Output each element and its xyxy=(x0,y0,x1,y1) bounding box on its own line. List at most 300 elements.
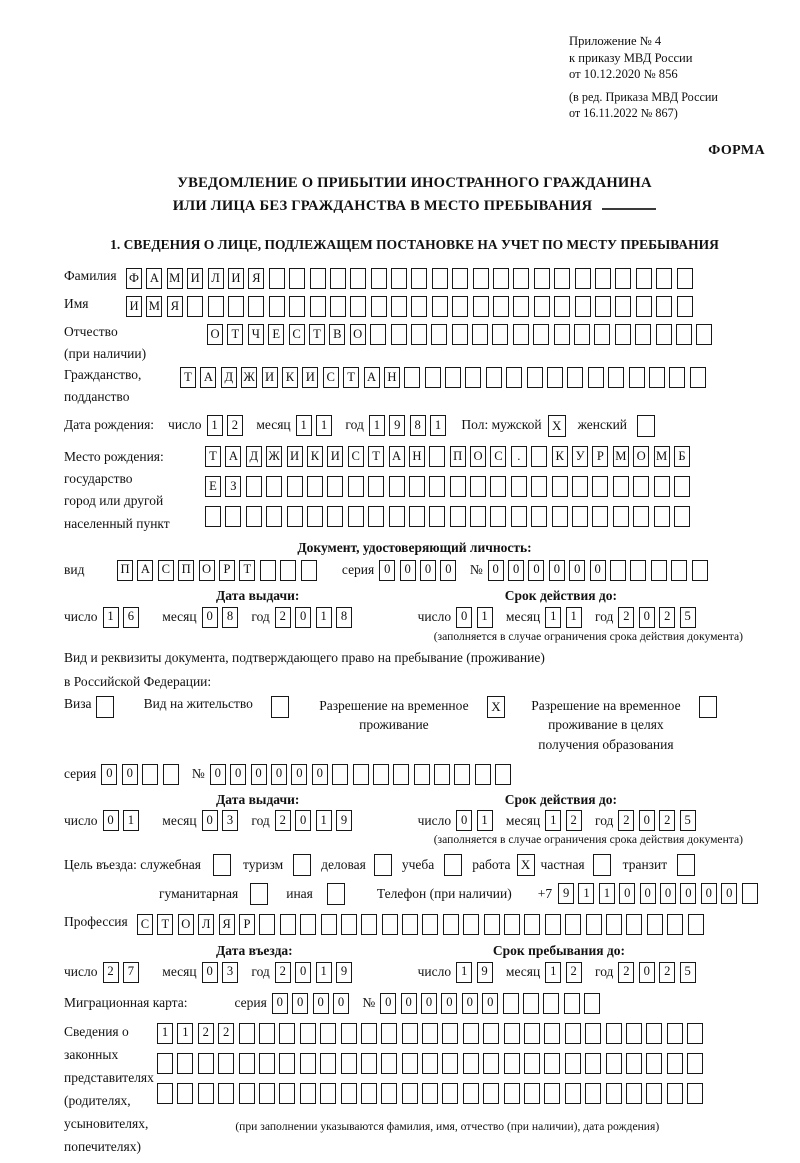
char-cell[interactable] xyxy=(613,506,629,527)
char-cell[interactable]: 0 xyxy=(122,764,138,785)
char-cell[interactable] xyxy=(544,1083,560,1104)
char-cell[interactable]: 0 xyxy=(291,764,307,785)
char-cell[interactable] xyxy=(483,1083,499,1104)
char-cell[interactable]: 1 xyxy=(477,810,493,831)
char-cell[interactable] xyxy=(402,1023,418,1044)
checkbox-humanitarian[interactable] xyxy=(250,883,268,905)
char-cell[interactable] xyxy=(531,506,547,527)
char-cell[interactable] xyxy=(484,914,500,935)
char-cell[interactable]: 1 xyxy=(177,1023,193,1044)
char-cell[interactable]: 5 xyxy=(680,607,696,628)
char-cell[interactable] xyxy=(534,296,550,317)
char-cell[interactable] xyxy=(674,476,690,497)
char-cell[interactable]: 1 xyxy=(430,415,446,436)
char-cell[interactable] xyxy=(513,296,529,317)
char-cell[interactable] xyxy=(442,1083,458,1104)
char-cell[interactable] xyxy=(463,1053,479,1074)
char-cell[interactable] xyxy=(615,324,631,345)
char-cell[interactable] xyxy=(452,268,468,289)
char-cell[interactable]: 2 xyxy=(275,607,291,628)
char-cell[interactable] xyxy=(422,914,438,935)
char-cell[interactable]: 0 xyxy=(230,764,246,785)
char-cell[interactable] xyxy=(327,506,343,527)
char-cell[interactable] xyxy=(585,1023,601,1044)
char-cell[interactable] xyxy=(544,1053,560,1074)
char-cell[interactable] xyxy=(361,1023,377,1044)
char-cell[interactable]: Ж xyxy=(266,446,282,467)
char-cell[interactable] xyxy=(565,914,581,935)
char-cell[interactable] xyxy=(565,1023,581,1044)
char-cell[interactable]: И xyxy=(302,367,318,388)
char-cell[interactable] xyxy=(495,764,511,785)
char-cell[interactable] xyxy=(307,476,323,497)
char-cell[interactable]: Ж xyxy=(241,367,257,388)
char-cell[interactable] xyxy=(330,268,346,289)
char-cell[interactable] xyxy=(677,296,693,317)
char-cell[interactable] xyxy=(341,1023,357,1044)
char-cell[interactable]: 2 xyxy=(275,962,291,983)
char-cell[interactable]: Я xyxy=(219,914,235,935)
char-cell[interactable] xyxy=(667,914,683,935)
char-cell[interactable]: К xyxy=(552,446,568,467)
char-cell[interactable]: 0 xyxy=(380,993,396,1014)
char-cell[interactable]: 8 xyxy=(222,607,238,628)
char-cell[interactable] xyxy=(606,1023,622,1044)
char-cell[interactable] xyxy=(246,506,262,527)
char-cell[interactable]: 7 xyxy=(123,962,139,983)
char-cell[interactable]: П xyxy=(117,560,133,581)
char-cell[interactable] xyxy=(470,476,486,497)
char-cell[interactable] xyxy=(389,476,405,497)
char-cell[interactable] xyxy=(289,268,305,289)
char-cell[interactable]: А xyxy=(146,268,162,289)
char-cell[interactable]: Л xyxy=(198,914,214,935)
char-cell[interactable]: С xyxy=(137,914,153,935)
char-cell[interactable]: 1 xyxy=(599,883,615,904)
char-cell[interactable] xyxy=(163,764,179,785)
char-cell[interactable]: О xyxy=(470,446,486,467)
char-cell[interactable] xyxy=(373,764,389,785)
char-cell[interactable]: 0 xyxy=(202,962,218,983)
char-cell[interactable] xyxy=(279,1023,295,1044)
char-cell[interactable] xyxy=(554,296,570,317)
char-cell[interactable] xyxy=(409,476,425,497)
char-cell[interactable] xyxy=(615,296,631,317)
char-cell[interactable]: П xyxy=(178,560,194,581)
char-cell[interactable]: С xyxy=(323,367,339,388)
char-cell[interactable] xyxy=(531,476,547,497)
char-cell[interactable]: Т xyxy=(157,914,173,935)
char-cell[interactable] xyxy=(414,764,430,785)
char-cell[interactable] xyxy=(633,476,649,497)
char-cell[interactable] xyxy=(493,296,509,317)
char-cell[interactable]: Е xyxy=(268,324,284,345)
char-cell[interactable]: 1 xyxy=(207,415,223,436)
char-cell[interactable]: Т xyxy=(239,560,255,581)
char-cell[interactable] xyxy=(493,268,509,289)
char-cell[interactable]: Д xyxy=(246,446,262,467)
char-cell[interactable] xyxy=(533,324,549,345)
char-cell[interactable]: З xyxy=(225,476,241,497)
char-cell[interactable] xyxy=(524,914,540,935)
char-cell[interactable] xyxy=(409,506,425,527)
char-cell[interactable] xyxy=(483,1053,499,1074)
char-cell[interactable]: Я xyxy=(248,268,264,289)
char-cell[interactable] xyxy=(341,1053,357,1074)
char-cell[interactable] xyxy=(613,476,629,497)
char-cell[interactable]: О xyxy=(199,560,215,581)
char-cell[interactable]: 0 xyxy=(721,883,737,904)
char-cell[interactable] xyxy=(688,914,704,935)
char-cell[interactable] xyxy=(513,324,529,345)
char-cell[interactable]: У xyxy=(572,446,588,467)
char-cell[interactable]: 1 xyxy=(456,962,472,983)
char-cell[interactable] xyxy=(341,1083,357,1104)
char-cell[interactable] xyxy=(432,268,448,289)
char-cell[interactable] xyxy=(626,1023,642,1044)
checkbox-study[interactable] xyxy=(444,854,462,876)
char-cell[interactable] xyxy=(429,476,445,497)
char-cell[interactable]: 1 xyxy=(316,415,332,436)
char-cell[interactable] xyxy=(554,268,570,289)
char-cell[interactable] xyxy=(228,296,244,317)
char-cell[interactable] xyxy=(300,1083,316,1104)
char-cell[interactable]: 0 xyxy=(590,560,606,581)
char-cell[interactable] xyxy=(287,476,303,497)
char-cell[interactable]: 5 xyxy=(680,962,696,983)
char-cell[interactable] xyxy=(300,1053,316,1074)
char-cell[interactable] xyxy=(636,296,652,317)
char-cell[interactable]: 0 xyxy=(295,607,311,628)
char-cell[interactable] xyxy=(391,324,407,345)
char-cell[interactable]: 1 xyxy=(578,883,594,904)
char-cell[interactable]: 0 xyxy=(313,993,329,1014)
char-cell[interactable] xyxy=(523,993,539,1014)
char-cell[interactable]: О xyxy=(178,914,194,935)
checkbox-female[interactable] xyxy=(637,415,655,437)
char-cell[interactable] xyxy=(572,506,588,527)
char-cell[interactable] xyxy=(472,324,488,345)
char-cell[interactable]: 2 xyxy=(227,415,243,436)
checkbox-private[interactable] xyxy=(593,854,611,876)
char-cell[interactable]: 3 xyxy=(222,962,238,983)
char-cell[interactable] xyxy=(742,883,758,904)
char-cell[interactable]: 0 xyxy=(202,810,218,831)
char-cell[interactable] xyxy=(483,1023,499,1044)
char-cell[interactable] xyxy=(470,506,486,527)
char-cell[interactable] xyxy=(504,1053,520,1074)
char-cell[interactable] xyxy=(422,1023,438,1044)
char-cell[interactable]: 0 xyxy=(456,810,472,831)
char-cell[interactable]: 0 xyxy=(456,607,472,628)
char-cell[interactable] xyxy=(692,560,708,581)
char-cell[interactable]: 0 xyxy=(272,993,288,1014)
char-cell[interactable] xyxy=(353,764,369,785)
char-cell[interactable] xyxy=(534,268,550,289)
char-cell[interactable]: 9 xyxy=(477,962,493,983)
char-cell[interactable]: 0 xyxy=(619,883,635,904)
char-cell[interactable]: С xyxy=(158,560,174,581)
char-cell[interactable] xyxy=(389,506,405,527)
char-cell[interactable]: И xyxy=(228,268,244,289)
checkbox-residence-permit[interactable] xyxy=(271,696,289,718)
char-cell[interactable] xyxy=(370,324,386,345)
char-cell[interactable] xyxy=(572,476,588,497)
char-cell[interactable] xyxy=(269,296,285,317)
char-cell[interactable] xyxy=(402,914,418,935)
char-cell[interactable]: Р xyxy=(592,446,608,467)
char-cell[interactable]: 0 xyxy=(639,810,655,831)
char-cell[interactable] xyxy=(592,476,608,497)
char-cell[interactable] xyxy=(463,1023,479,1044)
char-cell[interactable]: 1 xyxy=(369,415,385,436)
char-cell[interactable]: А xyxy=(364,367,380,388)
char-cell[interactable]: 0 xyxy=(210,764,226,785)
char-cell[interactable] xyxy=(552,476,568,497)
char-cell[interactable] xyxy=(280,914,296,935)
char-cell[interactable]: 9 xyxy=(389,415,405,436)
char-cell[interactable] xyxy=(575,268,591,289)
char-cell[interactable] xyxy=(490,506,506,527)
char-cell[interactable]: С xyxy=(289,324,305,345)
char-cell[interactable]: Р xyxy=(219,560,235,581)
char-cell[interactable]: 2 xyxy=(103,962,119,983)
char-cell[interactable]: Ч xyxy=(248,324,264,345)
char-cell[interactable] xyxy=(465,367,481,388)
char-cell[interactable] xyxy=(330,296,346,317)
char-cell[interactable] xyxy=(475,764,491,785)
checkbox-other[interactable] xyxy=(327,883,345,905)
char-cell[interactable] xyxy=(198,1053,214,1074)
char-cell[interactable]: И xyxy=(287,446,303,467)
char-cell[interactable]: 1 xyxy=(296,415,312,436)
char-cell[interactable] xyxy=(656,268,672,289)
char-cell[interactable] xyxy=(157,1053,173,1074)
char-cell[interactable] xyxy=(259,1053,275,1074)
char-cell[interactable] xyxy=(279,1053,295,1074)
char-cell[interactable]: 3 xyxy=(222,810,238,831)
char-cell[interactable] xyxy=(595,296,611,317)
char-cell[interactable]: О xyxy=(350,324,366,345)
char-cell[interactable]: А xyxy=(225,446,241,467)
checkbox-work[interactable]: X xyxy=(517,854,535,876)
char-cell[interactable]: 2 xyxy=(659,962,675,983)
char-cell[interactable] xyxy=(594,324,610,345)
char-cell[interactable]: О xyxy=(633,446,649,467)
char-cell[interactable] xyxy=(246,476,262,497)
char-cell[interactable]: 0 xyxy=(420,560,436,581)
char-cell[interactable]: 0 xyxy=(379,560,395,581)
char-cell[interactable] xyxy=(454,764,470,785)
char-cell[interactable] xyxy=(307,506,323,527)
char-cell[interactable]: 0 xyxy=(251,764,267,785)
char-cell[interactable] xyxy=(524,1053,540,1074)
char-cell[interactable]: 0 xyxy=(482,993,498,1014)
char-cell[interactable] xyxy=(300,1023,316,1044)
char-cell[interactable] xyxy=(187,296,203,317)
char-cell[interactable] xyxy=(646,1053,662,1074)
char-cell[interactable] xyxy=(371,296,387,317)
char-cell[interactable] xyxy=(279,1083,295,1104)
char-cell[interactable]: 2 xyxy=(198,1023,214,1044)
char-cell[interactable]: Л xyxy=(208,268,224,289)
char-cell[interactable]: 1 xyxy=(123,810,139,831)
char-cell[interactable] xyxy=(280,560,296,581)
char-cell[interactable] xyxy=(320,1023,336,1044)
char-cell[interactable] xyxy=(564,993,580,1014)
char-cell[interactable] xyxy=(531,446,547,467)
char-cell[interactable]: Н xyxy=(409,446,425,467)
char-cell[interactable] xyxy=(411,324,427,345)
checkbox-transit[interactable] xyxy=(677,854,695,876)
char-cell[interactable] xyxy=(422,1083,438,1104)
char-cell[interactable] xyxy=(547,367,563,388)
char-cell[interactable] xyxy=(225,506,241,527)
char-cell[interactable]: И xyxy=(187,268,203,289)
char-cell[interactable]: 2 xyxy=(659,607,675,628)
char-cell[interactable] xyxy=(287,506,303,527)
char-cell[interactable] xyxy=(674,506,690,527)
char-cell[interactable]: 0 xyxy=(202,607,218,628)
char-cell[interactable] xyxy=(696,324,712,345)
char-cell[interactable]: 9 xyxy=(336,962,352,983)
char-cell[interactable]: 0 xyxy=(271,764,287,785)
char-cell[interactable]: Е xyxy=(205,476,221,497)
char-cell[interactable] xyxy=(429,506,445,527)
char-cell[interactable]: 0 xyxy=(549,560,565,581)
char-cell[interactable]: 0 xyxy=(462,993,478,1014)
char-cell[interactable]: Т xyxy=(368,446,384,467)
char-cell[interactable] xyxy=(544,1023,560,1044)
char-cell[interactable] xyxy=(606,1053,622,1074)
char-cell[interactable]: С xyxy=(490,446,506,467)
char-cell[interactable]: 0 xyxy=(528,560,544,581)
char-cell[interactable]: 2 xyxy=(659,810,675,831)
char-cell[interactable]: 9 xyxy=(558,883,574,904)
char-cell[interactable] xyxy=(504,914,520,935)
char-cell[interactable] xyxy=(635,324,651,345)
char-cell[interactable] xyxy=(513,268,529,289)
char-cell[interactable] xyxy=(198,1083,214,1104)
char-cell[interactable] xyxy=(157,1083,173,1104)
char-cell[interactable] xyxy=(348,506,364,527)
char-cell[interactable] xyxy=(266,506,282,527)
char-cell[interactable]: М xyxy=(146,296,162,317)
char-cell[interactable]: 2 xyxy=(275,810,291,831)
char-cell[interactable] xyxy=(626,1053,642,1074)
char-cell[interactable] xyxy=(671,560,687,581)
char-cell[interactable] xyxy=(422,1053,438,1074)
char-cell[interactable] xyxy=(615,268,631,289)
char-cell[interactable] xyxy=(654,476,670,497)
char-cell[interactable] xyxy=(368,476,384,497)
checkbox-business[interactable] xyxy=(374,854,392,876)
char-cell[interactable] xyxy=(368,506,384,527)
char-cell[interactable] xyxy=(381,1083,397,1104)
char-cell[interactable]: С xyxy=(348,446,364,467)
char-cell[interactable]: 8 xyxy=(410,415,426,436)
char-cell[interactable]: 0 xyxy=(639,962,655,983)
char-cell[interactable] xyxy=(259,1083,275,1104)
char-cell[interactable] xyxy=(656,324,672,345)
char-cell[interactable] xyxy=(248,296,264,317)
char-cell[interactable]: А xyxy=(389,446,405,467)
char-cell[interactable]: 0 xyxy=(292,993,308,1014)
char-cell[interactable] xyxy=(411,296,427,317)
char-cell[interactable]: 2 xyxy=(566,810,582,831)
char-cell[interactable] xyxy=(411,268,427,289)
char-cell[interactable] xyxy=(651,560,667,581)
char-cell[interactable]: Т xyxy=(309,324,325,345)
char-cell[interactable]: 0 xyxy=(660,883,676,904)
char-cell[interactable]: 2 xyxy=(618,810,634,831)
char-cell[interactable] xyxy=(608,367,624,388)
char-cell[interactable] xyxy=(218,1053,234,1074)
char-cell[interactable] xyxy=(348,476,364,497)
char-cell[interactable] xyxy=(630,560,646,581)
char-cell[interactable] xyxy=(402,1053,418,1074)
char-cell[interactable]: 1 xyxy=(157,1023,173,1044)
char-cell[interactable] xyxy=(524,1023,540,1044)
char-cell[interactable]: Я xyxy=(167,296,183,317)
char-cell[interactable] xyxy=(332,764,348,785)
char-cell[interactable] xyxy=(646,1023,662,1044)
char-cell[interactable] xyxy=(391,296,407,317)
char-cell[interactable] xyxy=(371,268,387,289)
char-cell[interactable] xyxy=(636,268,652,289)
char-cell[interactable] xyxy=(545,914,561,935)
char-cell[interactable]: 0 xyxy=(680,883,696,904)
char-cell[interactable]: А xyxy=(200,367,216,388)
char-cell[interactable] xyxy=(687,1053,703,1074)
char-cell[interactable] xyxy=(218,1083,234,1104)
char-cell[interactable]: В xyxy=(329,324,345,345)
char-cell[interactable] xyxy=(327,476,343,497)
char-cell[interactable] xyxy=(442,1023,458,1044)
char-cell[interactable] xyxy=(425,367,441,388)
char-cell[interactable] xyxy=(646,1083,662,1104)
char-cell[interactable] xyxy=(432,296,448,317)
char-cell[interactable]: 0 xyxy=(640,883,656,904)
char-cell[interactable]: М xyxy=(167,268,183,289)
char-cell[interactable] xyxy=(239,1083,255,1104)
char-cell[interactable]: Н xyxy=(384,367,400,388)
char-cell[interactable] xyxy=(361,1083,377,1104)
char-cell[interactable] xyxy=(629,367,645,388)
char-cell[interactable] xyxy=(606,914,622,935)
char-cell[interactable]: 0 xyxy=(488,560,504,581)
char-cell[interactable] xyxy=(239,1053,255,1074)
char-cell[interactable] xyxy=(321,914,337,935)
char-cell[interactable]: 2 xyxy=(218,1023,234,1044)
char-cell[interactable] xyxy=(656,296,672,317)
char-cell[interactable]: И xyxy=(126,296,142,317)
char-cell[interactable] xyxy=(431,324,447,345)
char-cell[interactable]: 0 xyxy=(295,962,311,983)
checkbox-male[interactable]: X xyxy=(548,415,566,437)
char-cell[interactable]: И xyxy=(327,446,343,467)
char-cell[interactable] xyxy=(402,1083,418,1104)
char-cell[interactable]: 1 xyxy=(545,962,561,983)
char-cell[interactable]: 0 xyxy=(400,560,416,581)
char-cell[interactable] xyxy=(552,506,568,527)
char-cell[interactable]: П xyxy=(450,446,466,467)
char-cell[interactable]: 1 xyxy=(316,810,332,831)
char-cell[interactable]: 0 xyxy=(312,764,328,785)
char-cell[interactable] xyxy=(511,506,527,527)
char-cell[interactable] xyxy=(524,1083,540,1104)
char-cell[interactable] xyxy=(543,993,559,1014)
